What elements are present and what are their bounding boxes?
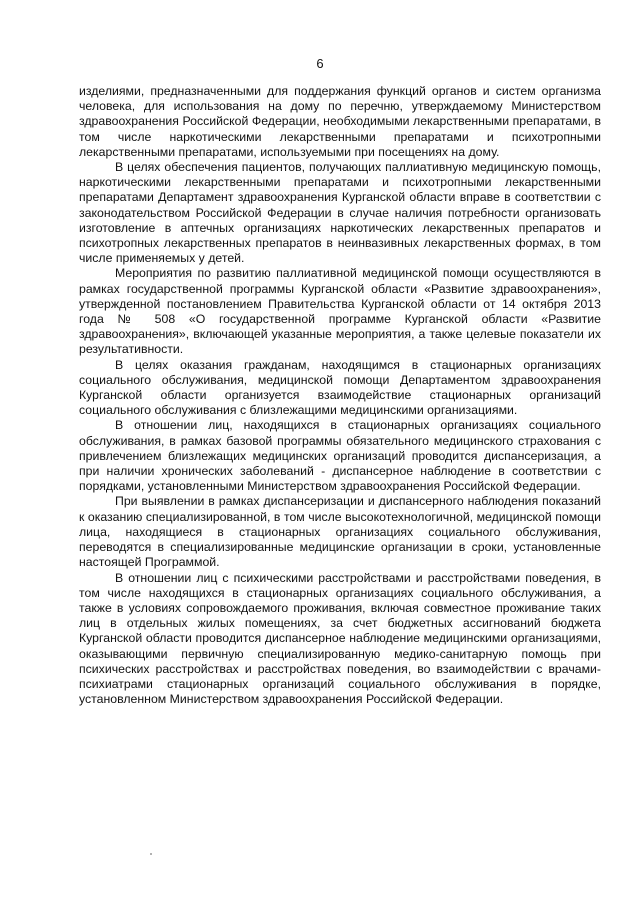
paragraph-continuation: изделиями, предназначенными для поддержания функций органов и систем организма человека, для использования на дому по перечню, утверждаемому Министерством здравоохранения Российской Федерации, необходимыми лекарственными препаратами, в том числе наркотическими лекарственными препаратами и психотропными лекарственными препаратами, используемыми при посещениях на дому. <box>79 84 601 159</box>
paragraph-specialized-care: При выявлении в рамках диспансеризации и диспансерного наблюдения показаний к оказанию специализированной, в том числе высокотехнологичной, медицинской помощи лица, находящиеся в стационарных организациях социального обслуживания, переводятся в специализированные медицинские организации в сроки, установленные настоящей Программой. <box>79 494 601 570</box>
paragraph-palliative-program: Мероприятия по развитию паллиативной медицинской помощи осуществляются в рамках государственной программы Курганской области «Развитие здравоохранения», утвержденной постановлением Правительства Курганской области от 14 октября 2013 года № 508 «О государственной программе Курганской области «Развитие здравоохранения», включающей указанные мероприятия, а также целевые показатели их результативности. <box>79 266 601 357</box>
scan-speck <box>150 853 152 855</box>
paragraph-mental-disorders: В отношении лиц с психическими расстройствами и расстройствами поведения, в том числе находящихся в стационарных организациях социального обслуживания, а также в условиях сопровождаемого проживания, включая совместное проживание таких лиц в отдельных жилых помещениях, за счет бюджетных ассигнований бюджета Курганской области проводится диспансерное наблюдение медицинскими организациями, оказывающими первичную специализированную медико-санитарную помощь при психических расстройствах и расстройствах поведения, во взаимодействии с врачами-психиатрами стационарных организаций социального обслуживания в порядке, установленном Министерством здравоохранения Российской Федерации. <box>79 570 601 707</box>
paragraph-dispensarization: В отношении лиц, находящихся в стационарных организациях социального обслуживания, в рамках базовой программы обязательного медицинского страхования с привлечением близлежащих медицинских организаций проводится диспансеризация, а при наличии хронических заболеваний - диспансерное наблюдение в соответствии с порядками, установленными Министерством здравоохранения Российской Федерации. <box>79 418 601 494</box>
paragraph-narcotic-drugs: В целях обеспечения пациентов, получающих паллиативную медицинскую помощь, наркотическими лекарственными препаратами и психотропными лекарственными препаратами Департамент здравоохранения Курганской области вправе в соответствии с законодательством Российской Федерации в случае наличия потребности организовать изготовление в аптечных организациях наркотических лекарственных препаратов и психотропных лекарственных препаратов в неинвазивных лекарственных формах, в том числе применяемых у детей. <box>79 160 601 266</box>
page-number: 6 <box>316 56 324 71</box>
document-body <box>79 84 601 707</box>
paragraph-social-care-interaction: В целях оказания гражданам, находящимся в стационарных организациях социального обслуживания, медицинской помощи Департаментом здравоохранения Курганской области организуется взаимодействие стационарных организаций социального обслуживания с близлежащими медицинскими организациями. <box>79 357 601 418</box>
